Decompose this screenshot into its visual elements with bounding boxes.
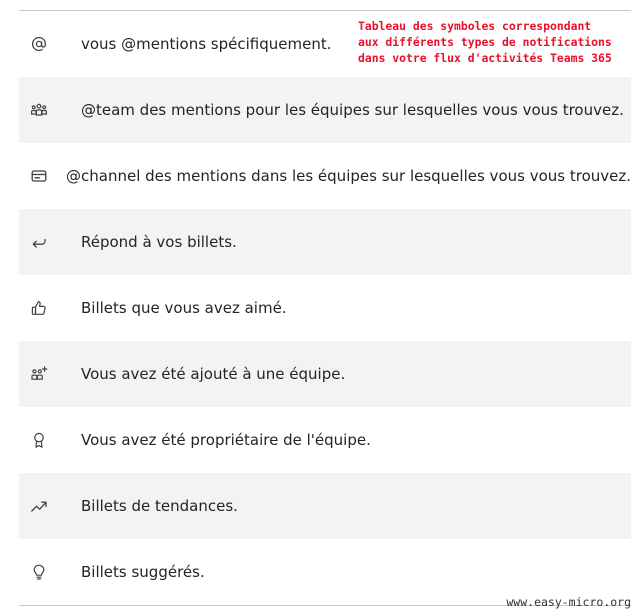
icon-cell: [19, 299, 81, 317]
lightbulb-icon: [30, 563, 48, 581]
row-description: vous @mentions spécifiquement.: [81, 35, 332, 53]
icon-cell: [19, 365, 81, 383]
at-icon: [30, 35, 48, 53]
team-icon: [30, 101, 48, 119]
row-description: @team des mentions pour les équipes sur lesquelles vous vous trouvez.: [81, 101, 624, 119]
table-row: [19, 209, 631, 275]
table-row: [19, 341, 631, 407]
table-row: [19, 77, 631, 143]
icon-cell: [19, 35, 81, 53]
watermark-text: www.easy-micro.org: [506, 595, 631, 609]
row-description: Vous avez été ajouté à une équipe.: [81, 365, 346, 383]
caption-line: Tableau des symboles correspondant: [358, 19, 592, 33]
table-row: [19, 407, 631, 473]
ribbon-icon: [30, 431, 48, 449]
icon-cell: [19, 167, 66, 185]
team-add-icon: [30, 365, 48, 383]
caption-line: dans votre flux d'activités Teams 365: [358, 51, 612, 65]
icon-cell: [19, 563, 81, 581]
row-description: Vous avez été propriétaire de l'équipe.: [81, 431, 371, 449]
icon-cell: [19, 233, 81, 251]
caption-line: aux différents types de notifications: [358, 35, 612, 49]
trending-icon: [30, 497, 48, 515]
icon-cell: [19, 431, 81, 449]
row-description: Répond à vos billets.: [81, 233, 237, 251]
channel-icon: [30, 167, 48, 185]
row-description: @channel des mentions dans les équipes sur lesquelles vous vous trouvez.: [66, 167, 631, 185]
notification-symbols-table: [19, 10, 631, 606]
table-row: [19, 143, 631, 209]
like-icon: [30, 299, 48, 317]
table-row: [19, 275, 631, 341]
icon-cell: [19, 101, 81, 119]
caption-annotation: [358, 18, 636, 66]
reply-icon: [30, 233, 48, 251]
row-description: Billets que vous avez aimé.: [81, 299, 287, 317]
icon-cell: [19, 497, 81, 515]
table-row: [19, 473, 631, 539]
row-description: Billets suggérés.: [81, 563, 205, 581]
row-description: Billets de tendances.: [81, 497, 238, 515]
